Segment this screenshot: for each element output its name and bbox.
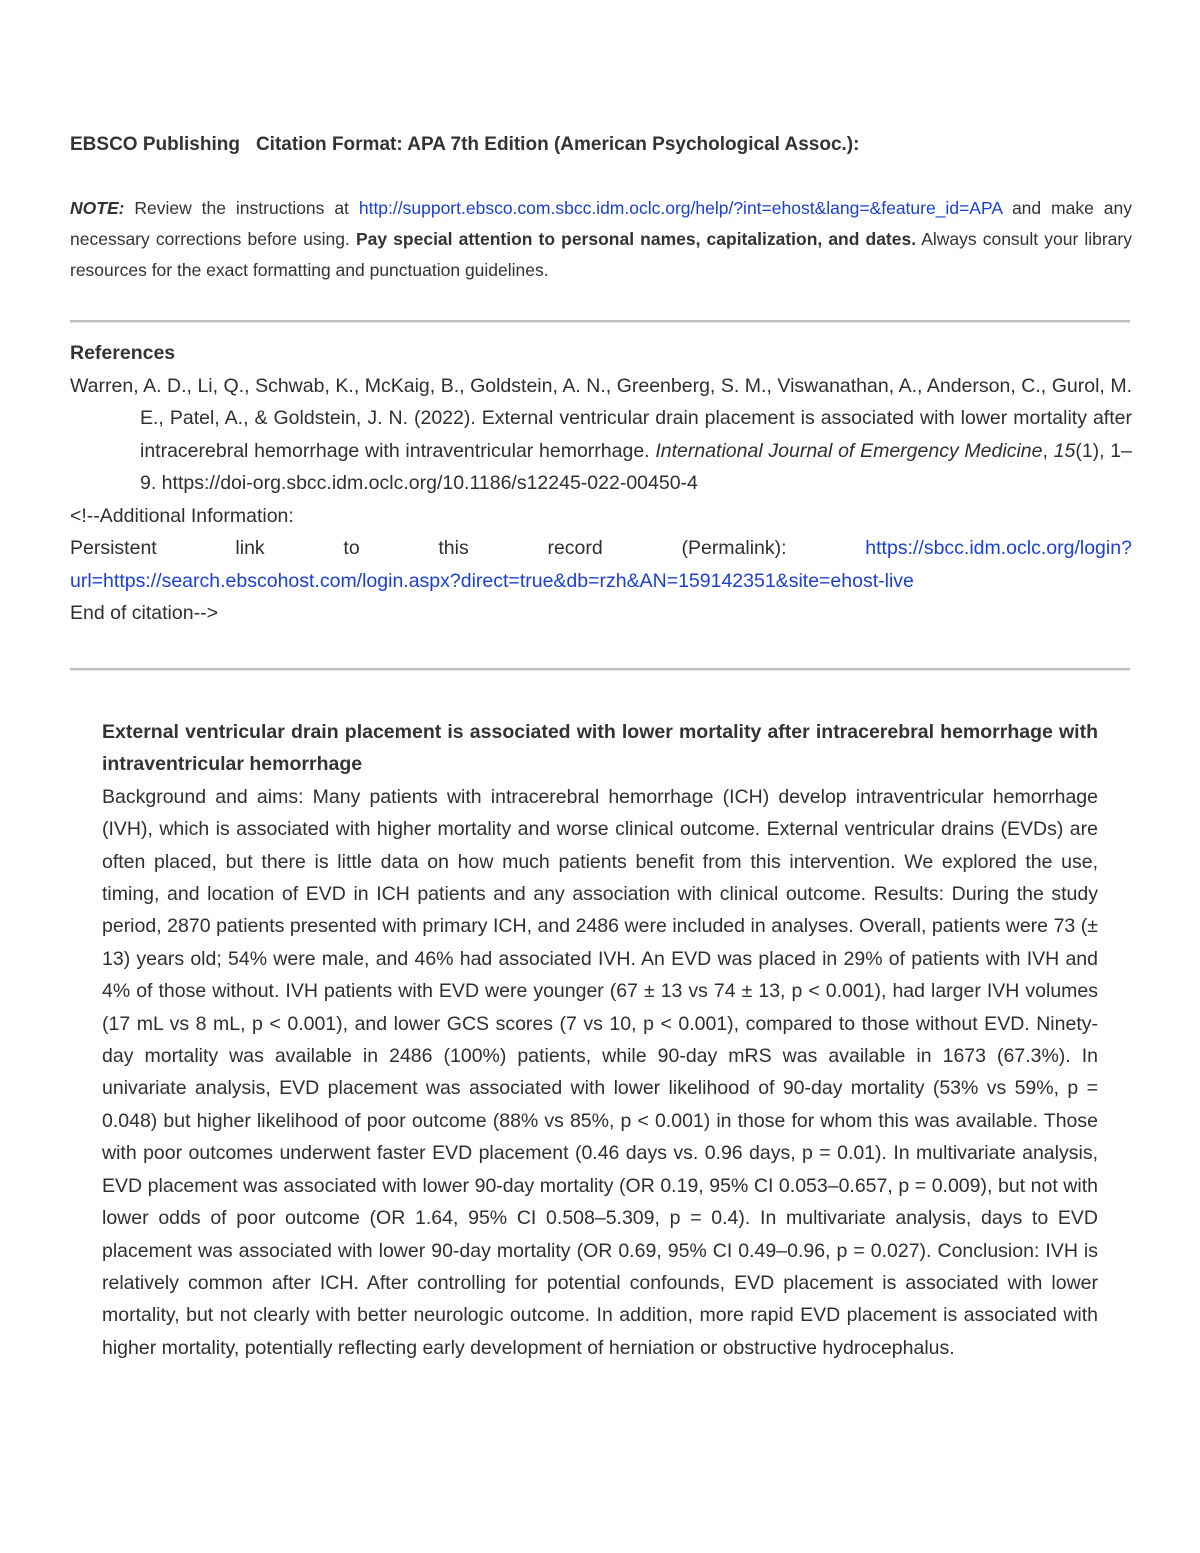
ebsco-help-link[interactable]: http://support.ebsco.com.sbcc.idm.oclc.org/help/?int=ehost&lang=&feature_id=APA [358, 198, 1003, 218]
citation-header [70, 134, 1132, 156]
end-of-citation: End of citation--> [70, 602, 218, 624]
publisher-name: EBSCO Publishing [70, 134, 240, 155]
journal-name: International Journal of Emergency Medicine [655, 439, 1043, 462]
permalink-word: record [547, 537, 603, 559]
permalink-url-rest[interactable]: url=https://search.ebscohost.com/login.aspx?direct=true&db=rzh&AN=159142351&site=ehost-live [70, 569, 914, 592]
permalink-row [70, 532, 1132, 565]
additional-info-comment: <!--Additional Information: [70, 504, 294, 527]
permalink-word: this [438, 537, 469, 559]
note-label: NOTE: [70, 198, 125, 218]
permalink-word: link [235, 537, 265, 559]
abstract-body: Background and aims: Many patients with intracerebral hemorrhage (ICH) develop intraventricular hemorrhage (IVH), which is associated with higher mortality and worse clinical outcome. External ventricular drains (EVDs) are often placed, but there is little data on how much patients benefit from this intervention. We explored the use, timing, and location of EVD in ICH patients and any association with clinical outcome. Results: During the study period, 2870 patients presented with primary ICH, and 2486 were included in analyses. Overall, patients were 73 (± 13) years old; 54% were male, and 46% had associated IVH. An EVD was placed in 29% of patients with IVH and 4% of those without. IVH patients with EVD were younger (67 ± 13 vs 74 ± 13, p < 0.001), had larger IVH volumes (17 mL vs 8 mL, p < 0.001), and lower GCS scores (7 vs 10, p < 0.001), compared to those without EVD. Ninety-day mortality was available in 2486 (100%) patients, while 90-day mRS was available in 1673 (67.3%). In univariate analysis, EVD placement was associated with lower likelihood of 90-day mortality (53% vs 59%, p = 0.048) but higher likelihood of poor outcome (88% vs 85%, p < 0.001) in those for whom this was available. Those with poor outcomes underwent faster EVD placement (0.46 days vs. 0.96 days, p = 0.01). In multivariate analysis, EVD placement was associated with lower 90-day mortality (OR 0.19, 95% CI 0.053–0.657, p = 0.009), but not with lower odds of poor outcome (OR 1.64, 95% CI 0.508–5.309, p = 0.4). In multivariate analysis, days to EVD placement was associated with lower 90-day mortality (OR 0.69, 95% CI 0.49–0.96, p = 0.027). Conclusion: IVH is relatively common after ICH. After controlling for potential confounds, EVD placement is associated with lower mortality, but not clearly with better neurologic outcome. In addition, more rapid EVD placement is associated with higher mortality, potentially reflecting early development of herniation or obstructive hydrocephalus. [102, 785, 1098, 1359]
note-corrections-text: and make any necessary corrections before using. [70, 198, 1132, 249]
journal-volume: 15 [1053, 439, 1076, 462]
reference-entry [70, 370, 1132, 500]
permalink-url-start[interactable]: https://sbcc.idm.oclc.org/login? [865, 537, 1132, 559]
references-heading: References [70, 342, 176, 364]
permalink-line [70, 532, 1132, 597]
note-consult-text: Always consult your library resources for the exact formatting and punctuation guidelines. [70, 229, 1132, 280]
permalink-word: to [343, 537, 360, 559]
citation-format: Citation Format: APA 7th Edition (American Psychological Assoc.): [255, 134, 860, 155]
divider-top [70, 320, 1130, 323]
note-review-text: Review the instructions at [134, 198, 349, 218]
reference-separator: , [1042, 439, 1048, 462]
article-title: External ventricular drain placement is associated with lower mortality after intracerebral hemorrhage with intraventricular hemorrhage [102, 721, 1098, 776]
permalink-word: Persistent [70, 537, 157, 559]
abstract-section [102, 716, 1098, 1364]
divider-bottom [70, 668, 1130, 671]
reference-authors-title: Warren, A. D., Li, Q., Schwab, K., McKaig, B., Goldstein, A. N., Greenberg, S. M., Viswanathan, A., Anderson, C., Gurol, M. E., Patel, A., & Goldstein, J. N. (2022). External ventricular drain placement is associated with lower mortality after intracerebral hemorrhage with intraventricular hemorrhage. [70, 374, 1132, 462]
reference-issue-pages-doi: (1), 1–9. https://doi-org.sbcc.idm.oclc.org/10.1186/s12245-022-00450-4 [140, 439, 1132, 494]
references-section [70, 337, 1132, 630]
permalink-word: (Permalink): [681, 537, 787, 559]
note-emphasis: Pay special attention to personal names, capitalization, and dates. [355, 229, 917, 249]
citation-note [70, 193, 1132, 286]
